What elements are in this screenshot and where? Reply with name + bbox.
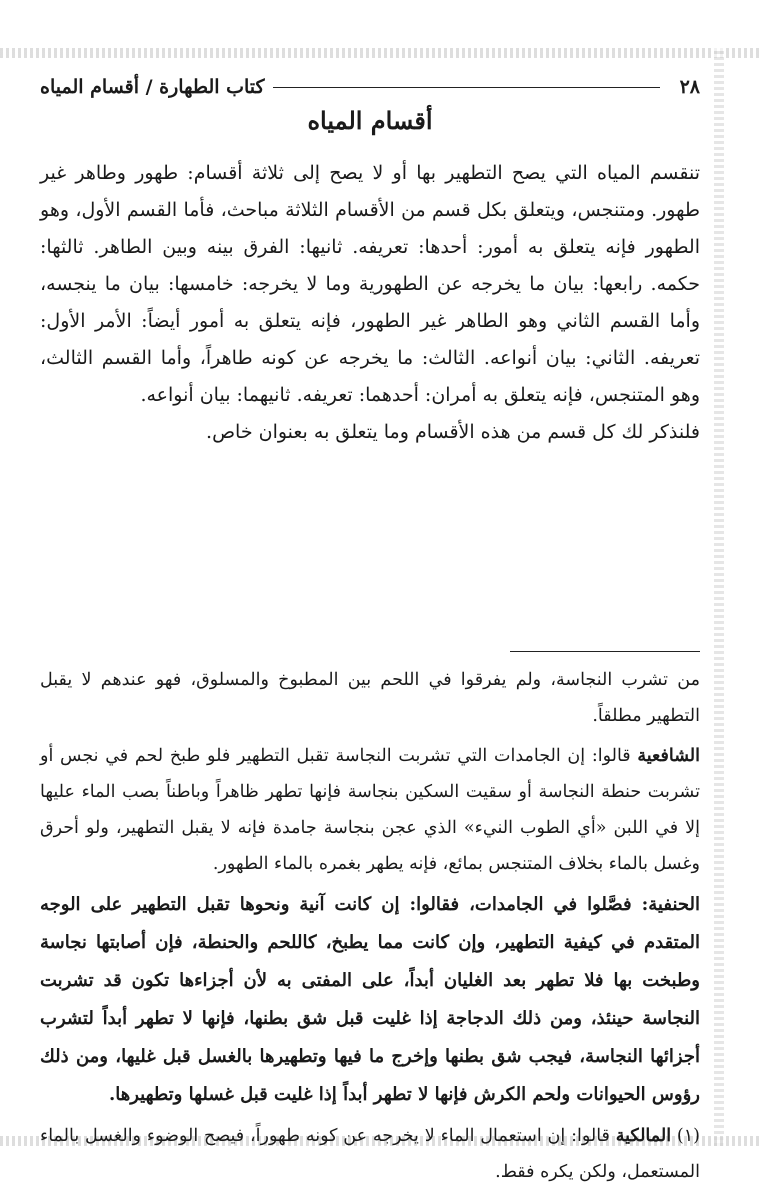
hanafi-heading: الحنفية: xyxy=(641,894,700,915)
footnote-continuation: من تشرب النجاسة، ولم يفرقوا في اللحم بين المطبوخ والمسلوق، فهو عندهم لا يقبل التطهير مطلقاً. xyxy=(40,670,700,726)
maliki-text: قالوا: إن استعمال الماء لا يخرجه عن كونه طهوراً، فيصح الوضوء والغسل بالماء المستعمل، ولكن يكره فقط. xyxy=(40,1126,700,1182)
right-border-ornament xyxy=(714,48,724,1146)
book-page xyxy=(40,70,700,1182)
footnote-separator xyxy=(510,651,700,652)
top-border-ornament xyxy=(0,48,760,58)
main-text xyxy=(40,155,700,451)
page-number: ٢٨ xyxy=(679,76,700,98)
footnote-marker: (١) xyxy=(676,1126,700,1146)
header-rule xyxy=(273,87,660,88)
hanafi-text: فصَّلوا في الجامدات، فقالوا: إن كانت آنية ونحوها تقبل التطهير على الوجه المتقدم في كيفية التطهير، وإن كانت مما يطبخ، كاللحم والحنطة، فإن أصابتها نجاسة وطبخت بها فلا تطهر بعد الغليان أبداً، على المفتى به لأن أجزاءها تكون قد تشربت النجاسة حينئذ، ومن ذلك الدجاجة إذا غليت قبل شق بطنها، فإنها لا تطهر أبداً لتشرب أجزائها النجاسة، فيجب شق بطنها وإخرج ما فيها وتطهيرها بالغسل قبل غليها، ومن ذلك رؤوس الحيوانات ولحم الكرش فإنها لا تطهر أبداً إذا غليت قبل غسلها وتطهيرها. xyxy=(40,894,700,1105)
shafii-text: قالوا: إن الجامدات التي تشربت النجاسة تقبل التطهير فلو طبخ لحم في نجس أو تشربت حنطة النجاسة أو سقيت السكين بنجاسة فإنها تطهر ظاهراً وباطناً بصب الماء عليها إلا في اللبن «أي الطوب النيء» الذي عجن بنجاسة جامدة فإنه لا يقبل التطهير، ولو أحرق وغسل بالماء بخلاف المتنجس بمائع، فإنه يطهر بغمره بالماء الطهور. xyxy=(40,746,700,874)
footnote-hanafi xyxy=(40,886,700,1114)
section-title: أقسام المياه xyxy=(307,106,433,135)
maliki-heading: المالكية xyxy=(615,1126,672,1146)
footnote-maliki xyxy=(40,1118,700,1190)
page-header xyxy=(40,70,700,104)
main-paragraph: فلنذكر لك كل قسم من هذه الأقسام وما يتعلق به بعنوان خاص. xyxy=(206,421,700,443)
running-title: كتاب الطهارة / أقسام المياه xyxy=(40,76,265,98)
footnote-shafii xyxy=(40,738,700,882)
shafii-heading: الشافعية xyxy=(637,746,700,766)
main-paragraph: تنقسم المياه التي يصح التطهير بها أو لا يصح إلى ثلاثة أقسام: طهور وطاهر غير طهور. ومتنجس، ويتعلق بكل قسم من الأقسام الثلاثة مباحث، فأما القسم الأول، وهو الطهور فإنه يتعلق به أمور: أحدها: تعريفه. ثانيها: الفرق بينه وبين الطاهر. ثالثها: حكمه. رابعها: بيان ما يخرجه عن الطهورية وما لا يخرجه: خامسها: بيان ما ينجسه، وأما القسم الثاني وهو الطاهر غير الطهور، فإنه يتعلق به أمور أيضاً: الأمر الأول: تعريفه. الثاني: بيان أنواعه. الثالث: ما يخرجه عن كونه طاهراً، وأما القسم الثالث، وهو المتنجس، فإنه يتعلق به أمران: أحدهما: تعريفه. ثانيهما: بيان أنواعه. xyxy=(40,162,700,406)
footnotes xyxy=(40,662,700,1190)
blank-space xyxy=(40,451,700,621)
